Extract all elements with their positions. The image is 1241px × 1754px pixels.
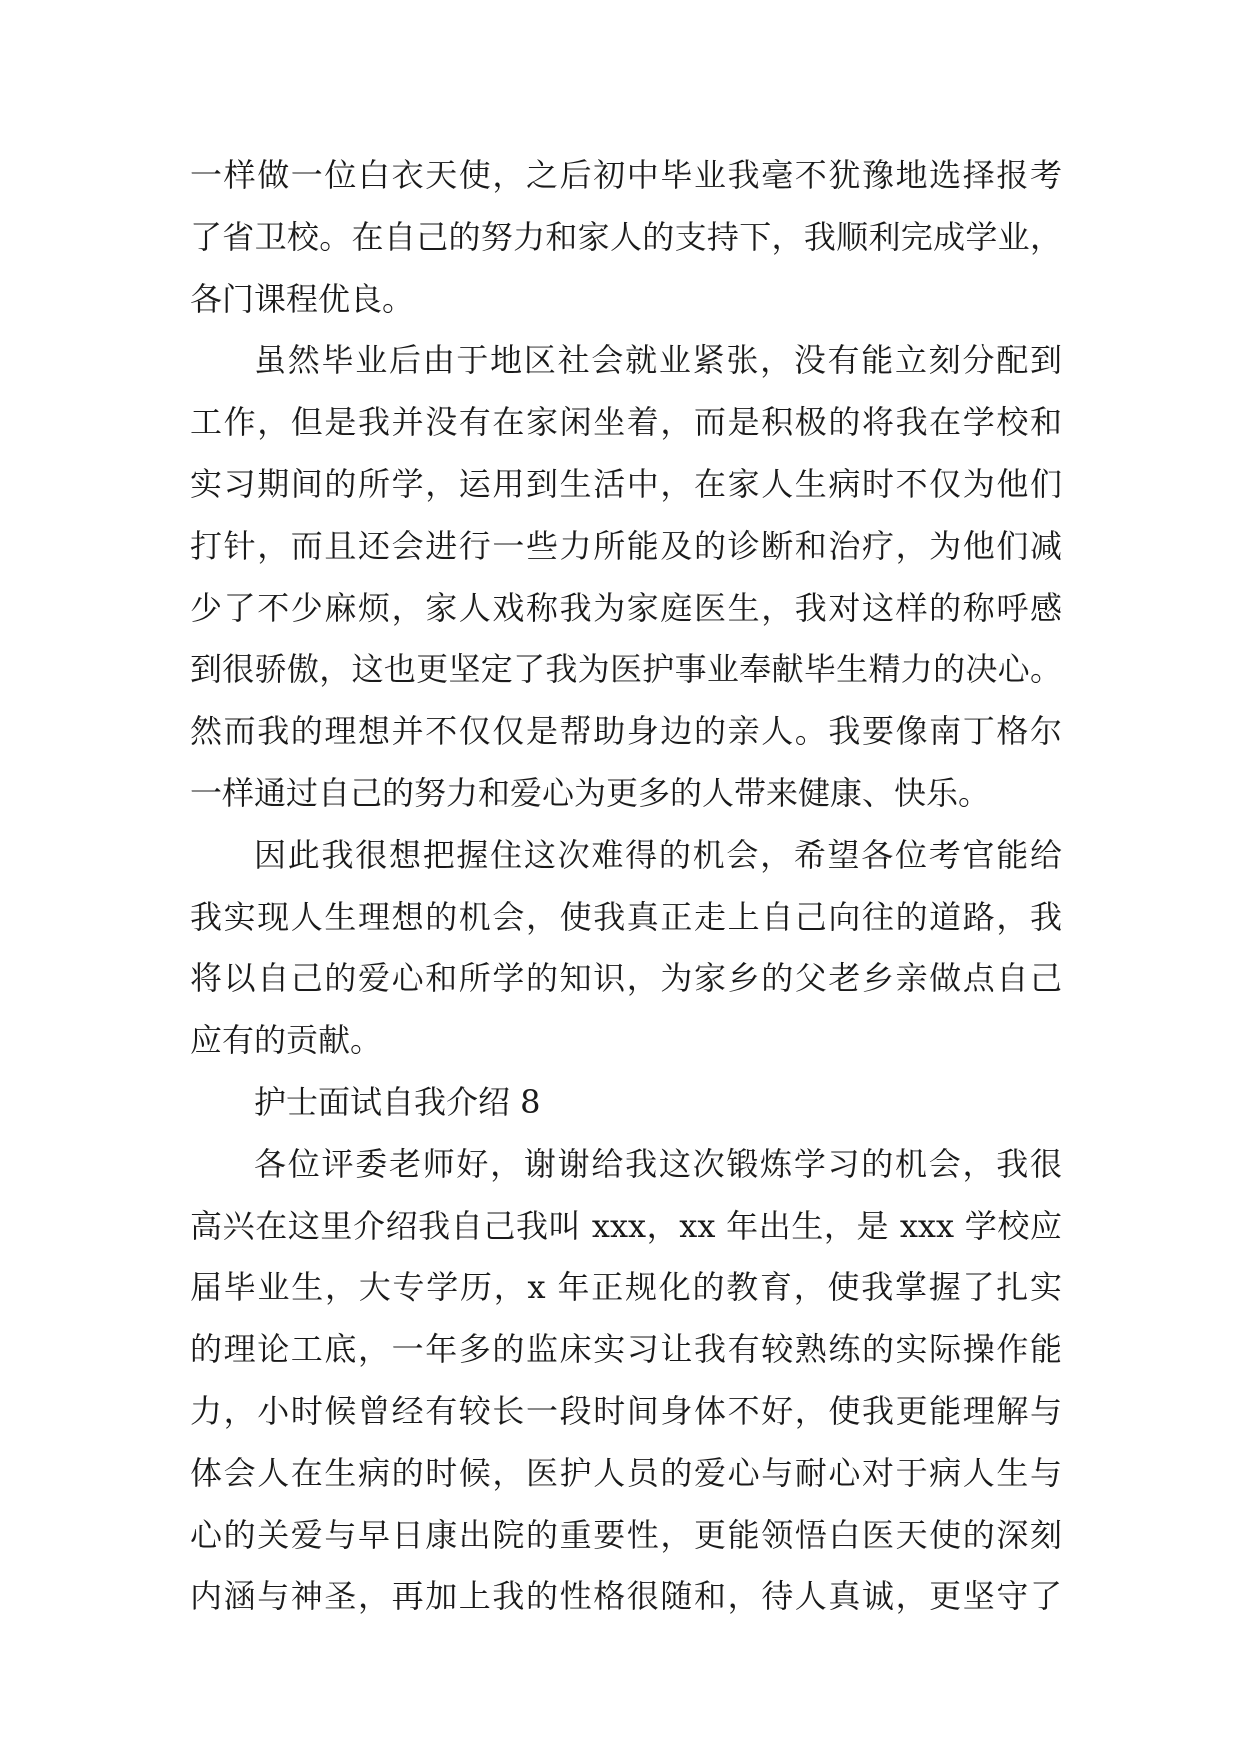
text-line: 护士面试自我介绍 8	[254, 1082, 541, 1121]
text-line: 然而我的理想并不仅仅是帮助身边的亲人。我要像南丁格尔	[190, 712, 1062, 751]
text-line: 应有的贡献。	[190, 1021, 383, 1060]
text-line: 高兴在这里介绍我自己我叫 xxx，xx 年出生，是 xxx 学校应	[190, 1206, 1062, 1245]
text-line: 的理论工底，一年多的监床实习让我有较熟练的实际操作能	[190, 1330, 1062, 1369]
text-line: 体会人在生病的时候，医护人员的爱心与耐心对于病人生与	[190, 1453, 1062, 1492]
text-line: 打针，而且还会进行一些力所能及的诊断和治疗，为他们减	[190, 526, 1062, 565]
text-line: 各位评委老师好，谢谢给我这次锻炼学习的机会，我很	[254, 1144, 1062, 1183]
text-line: 我实现人生理想的机会，使我真正走上自己向往的道路，我	[190, 897, 1062, 936]
text-line: 届毕业生，大专学历，x 年正规化的教育，使我掌握了扎实	[190, 1268, 1062, 1307]
text-line: 力，小时候曾经有较长一段时间身体不好，使我更能理解与	[190, 1391, 1062, 1430]
text-line: 各门课程优良。	[190, 279, 415, 318]
text-line: 将以自己的爱心和所学的知识，为家乡的父老乡亲做点自己	[190, 959, 1062, 998]
text-line: 一样做一位白衣天使，之后初中毕业我毫不犹豫地选择报考	[190, 156, 1062, 194]
text-line: 一样通过自己的努力和爱心为更多的人带来健康、快乐。	[190, 773, 991, 812]
text-line: 因此我很想把握住这次难得的机会，希望各位考官能给	[254, 835, 1062, 874]
text-line: 内涵与神圣，再加上我的性格很随和，待人真诚，更坚守了	[190, 1577, 1062, 1616]
text-line: 实习期间的所学，运用到生活中，在家人生病时不仅为他们	[190, 464, 1062, 503]
text-line: 心的关爱与早日康出院的重要性，更能领悟白医天使的深刻	[190, 1515, 1062, 1554]
text-line: 到很骄傲，这也更坚定了我为医护事业奉献毕生精力的决心。	[190, 650, 1062, 689]
text-line: 工作，但是我并没有在家闲坐着，而是积极的将我在学校和	[190, 403, 1062, 442]
text-line: 少了不少麻烦，家人戏称我为家庭医生，我对这样的称呼感	[190, 588, 1062, 627]
text-line: 虽然毕业后由于地区社会就业紧张，没有能立刻分配到	[254, 341, 1062, 380]
text-line: 了省卫校。在自己的努力和家人的支持下，我顺利完成学业，	[190, 217, 1062, 256]
document-page	[190, 145, 1062, 1628]
